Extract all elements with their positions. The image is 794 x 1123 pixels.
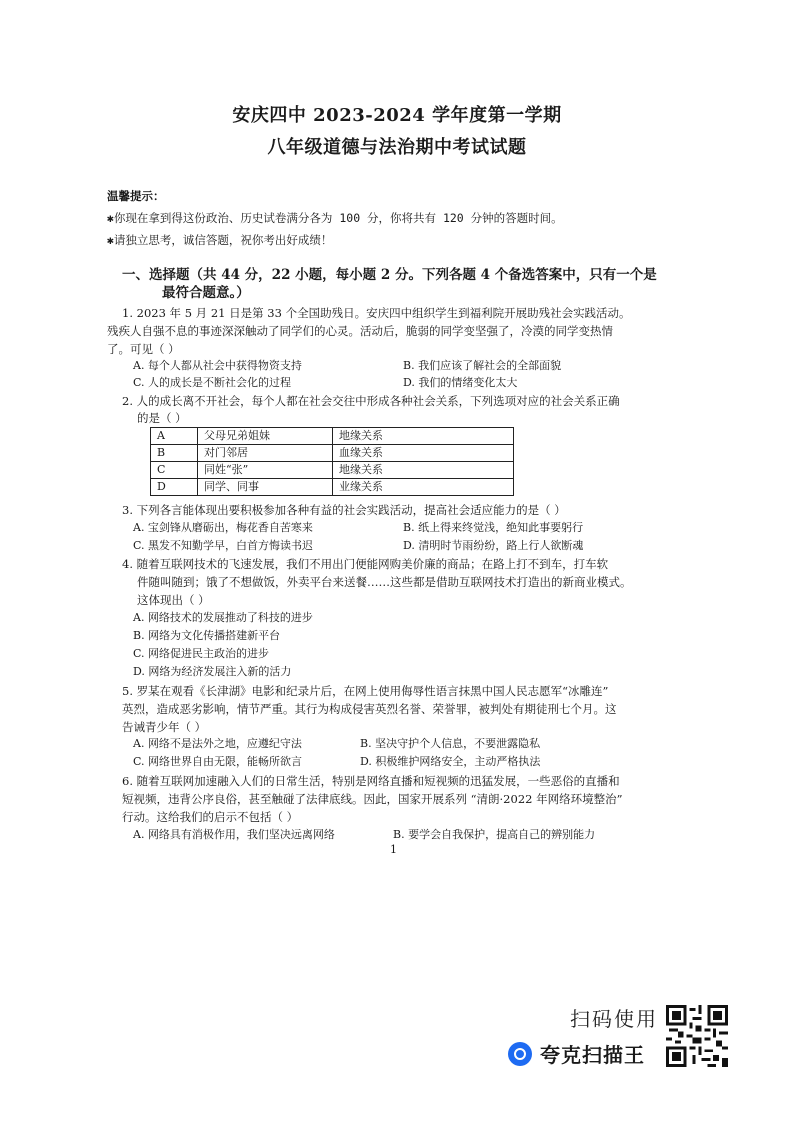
table-cell: D [151, 479, 198, 496]
q2-stem: 2. 人的成长离不开社会，每个人都在社会交往中形成各种社会关系，下列选项对应的社会关系正确 [122, 394, 620, 408]
section-heading: 一、选择题（共 44 分，22 小题，每小题 2 分。下列各题 4 个备选答案中，只有一个是 [122, 267, 657, 283]
q5-option-b: B. 坚决守护个人信息，不要泄露隐私 [360, 737, 541, 750]
table-cell: C [151, 462, 198, 479]
exam-title-school: 安庆四中 2023-2024 学年度第一学期 [232, 105, 562, 126]
q5-stem: 5. 罗某在观看《长津湖》电影和纪录片后，在网上使用侮辱性语言抹黑中国人民志愿军“冰雕连” [122, 684, 609, 698]
brand-logo [508, 1039, 645, 1068]
qr-code-icon[interactable] [666, 1005, 728, 1067]
tips-label: 温馨提示： [107, 189, 165, 203]
table-cell: 对门邻居 [198, 445, 333, 462]
q1-option-c: C. 人的成长是不断社会化的过程 [133, 376, 292, 389]
q5-stem-3: 告诫青少年（ ） [122, 720, 207, 734]
table-row [151, 428, 514, 445]
table-cell: 同姓“张” [198, 462, 333, 479]
table-cell: 地缘关系 [333, 462, 514, 479]
q4-stem-3: 这体现出（ ） [137, 593, 210, 607]
q5-option-a: A. 网络不是法外之地，应遵纪守法 [133, 737, 302, 750]
table-row [151, 462, 514, 479]
q6-stem-3: 行动。这给我们的启示不包括（ ） [122, 810, 299, 824]
exam-title-subject: 八年级道德与法治期中考试试题 [267, 137, 527, 158]
q6-option-a: A. 网络具有消极作用，我们坚决远离网络 [133, 828, 335, 841]
q2-stem-2: 的是（ ） [137, 411, 187, 425]
scanner-watermark [504, 1003, 734, 1073]
table-row [151, 479, 514, 496]
quark-logo-icon [508, 1042, 532, 1066]
q6-stem-2: 短视频，违背公序良俗，甚至触碰了法律底线。因此，国家开展系列 “清朗·2022 年网络环境整治” [122, 792, 623, 806]
q6-option-b: B. 要学会自我保护，提高自己的辨别能力 [393, 828, 596, 841]
q1-stem: 1. 2023 年 5 月 21 日是第 33 个全国助残日。安庆四中组织学生到福利院开展助残社会实践活动。 [122, 306, 631, 320]
table-cell: A [151, 428, 198, 445]
q5-option-c: C. 网络世界自由无限，能畅所欲言 [133, 755, 303, 768]
table-cell: 父母兄弟姐妹 [198, 428, 333, 445]
q4-option-b: B. 网络为文化传播搭建新平台 [133, 629, 281, 642]
q3-option-b: B. 纸上得来终觉浅，绝知此事要躬行 [403, 521, 584, 534]
q4-stem: 4. 随着互联网技术的飞速发展，我们不用出门便能网购美价廉的商品；在路上打不到车，打车软 [122, 557, 609, 571]
q5-option-d: D. 积极维护网络安全，主动严格执法 [360, 755, 541, 768]
section-heading-cont: 最符合题意。） [162, 285, 250, 301]
q4-option-c: C. 网络促进民主政治的进步 [133, 647, 270, 660]
q3-option-a: A. 宝剑锋从磨砺出，梅花香自苦寒来 [133, 521, 313, 534]
q4-option-a: A. 网络技术的发展推动了科技的进步 [133, 611, 313, 624]
q4-stem-2: 件随叫随到；饿了不想做饭，外卖平台来送餐……这些都是借助互联网技术打造出的新商业模式。 [137, 575, 632, 589]
q4-option-d: D. 网络为经济发展注入新的活力 [133, 665, 292, 678]
brand-name: 夸克扫描王 [540, 1043, 645, 1067]
table-cell: 同学、同事 [198, 479, 333, 496]
tips-block [107, 185, 563, 251]
tips-line-2: ✱请独立思考，诚信答题，祝你考出好成绩！ [107, 233, 333, 247]
q3-stem: 3. 下列各言能体现出要积极参加各种有益的社会实践活动，提高社会适应能力的是（ ） [122, 503, 566, 517]
q1-stem-2: 残疾人自强不息的事迹深深触动了同学们的心灵。活动后，脆弱的同学变坚强了，冷漠的同学变热情 [107, 324, 613, 338]
page-number: 1 [390, 843, 397, 856]
relationship-table [150, 427, 514, 496]
scan-to-use-label: 扫码使用 [570, 1007, 658, 1031]
q1-option-a: A. 每个人都从社会中获得物资支持 [133, 359, 302, 372]
tips-line-1: ✱你现在拿到得这份政治、历史试卷满分各为 100 分，你将共有 120 分钟的答题时间。 [107, 211, 563, 225]
q6-stem: 6. 随着互联网加速融入人们的日常生活，特别是网络直播和短视频的迅猛发展，一些恶俗的直播和 [122, 774, 620, 788]
q5-stem-2: 英烈，造成恶劣影响，情节严重。其行为构成侵害英烈名誉、荣誉罪，被判处有期徒刑七个月。这 [122, 702, 617, 716]
q3-option-d: D. 清明时节雨纷纷，路上行人欲断魂 [403, 539, 584, 552]
q1-option-d: D. 我们的情绪变化太大 [403, 376, 518, 389]
q3-option-c: C. 黑发不知勤学早，白首方悔读书迟 [133, 539, 314, 552]
table-cell: 血缘关系 [333, 445, 514, 462]
table-cell: 地缘关系 [333, 428, 514, 445]
table-row [151, 445, 514, 462]
table-cell: 业缘关系 [333, 479, 514, 496]
table-cell: B [151, 445, 198, 462]
q1-stem-3: 了。可见（ ） [107, 342, 180, 356]
q1-option-b: B. 我们应该了解社会的全部面貌 [403, 359, 562, 372]
